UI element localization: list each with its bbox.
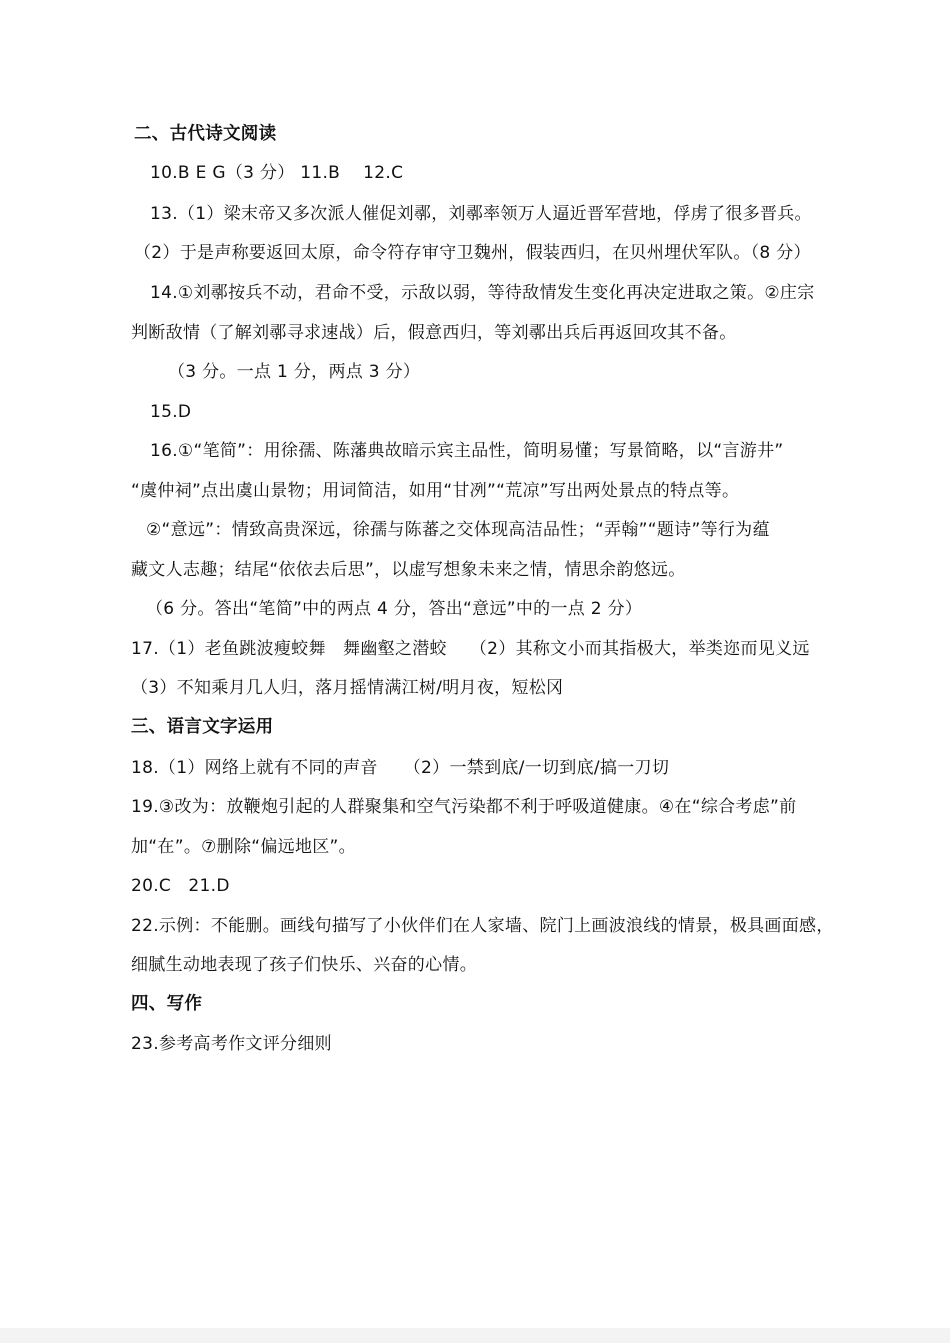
answer-q16-line2: “虞仲祠”点出虞山景物；用词简洁，如用“甘冽”“荒凉”写出两处景点的特点等。 <box>131 481 740 501</box>
page-bottom-edge <box>0 1328 950 1343</box>
answer-q23: 23.参考高考作文评分细则 <box>131 1034 332 1054</box>
answer-q14-line2: 判断敌情（了解刘鄩寻求速战）后，假意西归，等刘鄩出兵后再返回攻其不备。 <box>131 323 737 343</box>
answer-q19-line1: 19.③改为：放鞭炮引起的人群聚集和空气污染都不利于呼吸道健康。④在“综合考虑”前 <box>131 797 797 817</box>
answer-q14-score: （3 分。一点 1 分，两点 3 分） <box>168 362 421 382</box>
answer-q15: 15.D <box>150 402 192 422</box>
answer-q16-line1: 16.①“笔简”：用徐孺、陈藩典故暗示宾主品性，简明易懂；写景简略，以“言游井” <box>150 441 784 461</box>
answer-q20-21: 20.C 21.D <box>131 876 230 896</box>
answer-q22-line1: 22.示例：不能删。画线句描写了小伙伴们在人家墙、院门上画波浪线的情景，极具画面感， <box>131 916 834 936</box>
answer-q16-line4: 藏文人志趣；结尾“依依去后思”，以虚写想象未来之情，情思余韵悠远。 <box>131 560 686 580</box>
answer-q18: 18.（1）网络上就有不同的声音 （2）一禁到底/一切到底/搞一刀切 <box>131 758 670 778</box>
answer-q17-line2: （3）不知乘月几人归，落月摇情满江树/明月夜，短松冈 <box>131 678 564 698</box>
answer-q10-12: 10.B E G（3 分） 11.B 12.C <box>150 163 404 183</box>
section-heading-ancient-poetry: 二、古代诗文阅读 <box>134 124 277 144</box>
answer-q22-line2: 细腻生动地表现了孩子们快乐、兴奋的心情。 <box>131 955 477 975</box>
answer-q16-score: （6 分。答出“笔简”中的两点 4 分，答出“意远”中的一点 2 分） <box>146 599 643 619</box>
answer-q19-line2: 加“在”。⑦删除“偏远地区”。 <box>131 837 356 857</box>
answer-q13-part2: （2）于是声称要返回太原，命令符存审守卫魏州，假装西归，在贝州埋伏军队。（8 分） <box>134 243 811 263</box>
answer-q13-part1: 13.（1）梁末帝又多次派人催促刘鄩，刘鄩率领万人逼近晋军营地，俘虏了很多晋兵。 <box>150 204 812 224</box>
answer-q16-line3: ②“意远”：情致高贵深远，徐孺与陈蕃之交体现高洁品性；“弄翰”“题诗”等行为蕴 <box>146 520 770 540</box>
section-heading-language-use: 三、语言文字运用 <box>131 717 274 737</box>
answer-q14-line1: 14.①刘鄩按兵不动，君命不受，示敌以弱，等待敌情发生变化再决定进取之策。②庄宗 <box>150 283 815 303</box>
section-heading-writing: 四、写作 <box>131 994 203 1014</box>
answer-q17-line1: 17.（1）老鱼跳波瘦蛟舞 舞幽壑之潜蛟 （2）其称文小而其指极大，举类迩而见义远 <box>131 639 810 659</box>
